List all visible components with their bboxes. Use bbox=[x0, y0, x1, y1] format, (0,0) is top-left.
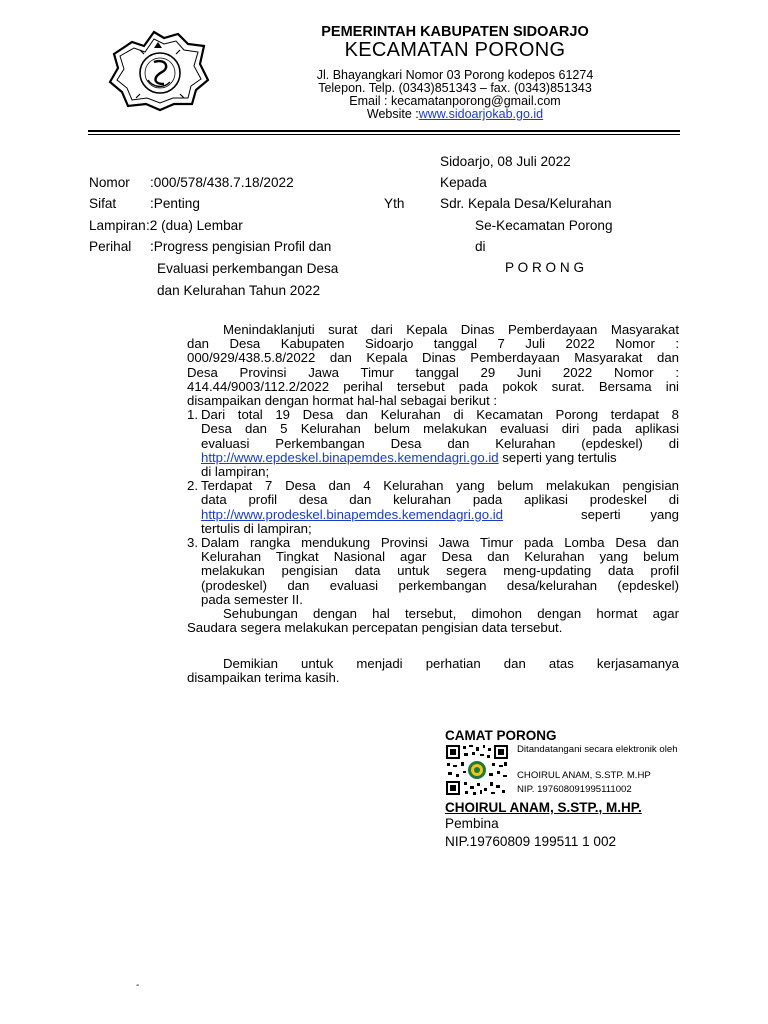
closing-line: disampaikan terima kasih. bbox=[187, 670, 340, 686]
list-line bbox=[201, 451, 679, 465]
esign-caption: Ditandatangani secara elektronik oleh bbox=[517, 744, 678, 755]
list-line: Dalam rangka mendukung Provinsi Jawa Timur pada Lomba Desa dan bbox=[201, 535, 679, 551]
list-number: 3. bbox=[187, 535, 198, 551]
nomor-label: Nomor bbox=[89, 175, 130, 190]
perihal-value-1: :Progress pengisian Profil dan bbox=[150, 239, 332, 254]
place-date: Sidoarjo, 08 Juli 2022 bbox=[440, 154, 571, 169]
list-line: (prodeskel) dan evaluasi perkembangan desa/kelurahan (epdeskel) bbox=[201, 577, 679, 593]
sidoarjo-regency-emblem-icon bbox=[104, 24, 214, 112]
perihal-value-3: dan Kelurahan Tahun 2022 bbox=[157, 283, 321, 298]
office-phone: Telepon. Telp. (0343)851343 – fax. (0343)851343 bbox=[318, 81, 592, 95]
list-line: Kelurahan Tingkat Nasional agar Desa dan Kelurahan yang belum bbox=[201, 549, 679, 565]
list-number: 1. bbox=[187, 407, 198, 423]
list-text: seperti bbox=[581, 506, 621, 522]
lampiran-label: Lampiran bbox=[89, 218, 146, 233]
paragraph-line: disampaikan dengan hormat hal-hal sebagai berikut : bbox=[187, 393, 498, 409]
paragraph-line: 414.44/9003/112.2/2022 perihal tersebut pada pokok surat. Bersama ini bbox=[187, 378, 679, 394]
qr-code-icon[interactable] bbox=[445, 744, 509, 796]
letterhead-divider-thin bbox=[88, 134, 680, 135]
closing-request-line: Saudara segera melakukan percepatan pengisian data tersebut. bbox=[187, 620, 563, 636]
list-text: yang bbox=[650, 506, 679, 522]
recipient-place: P O R O N G bbox=[505, 260, 585, 275]
epdeskel-link[interactable]: http://www.epdeskel.binapemdes.kemendagri.go.id bbox=[201, 449, 499, 465]
esign-name: CHOIRUL ANAM, S.STP. M.HP bbox=[517, 770, 651, 781]
kepada-label: Kepada bbox=[440, 175, 487, 190]
perihal-value-2: Evaluasi perkembangan Desa bbox=[157, 261, 339, 276]
esign-nip: NIP. 197608091995111002 bbox=[517, 784, 632, 795]
footer-mark: - bbox=[136, 980, 140, 991]
list-line: tertulis di lampiran; bbox=[201, 520, 312, 536]
paragraph-line: Menindaklanjuti surat dari Kepala Dinas Pemberdayaan Masyarakat bbox=[223, 322, 679, 337]
di-label: di bbox=[475, 239, 486, 254]
website-label: Website : bbox=[366, 107, 419, 121]
sifat-value: :Penting bbox=[150, 196, 200, 211]
list-line: Terdapat 7 Desa dan 4 Kelurahan yang belum melakukan pengisian bbox=[201, 478, 679, 494]
yth-label: Yth bbox=[384, 196, 405, 211]
list-text: seperti yang tertulis bbox=[498, 449, 617, 465]
office-name: KECAMATAN PORONG bbox=[344, 39, 566, 61]
list-line: Dari total 19 Desa dan Kelurahan di Kecamatan Porong terdapat 8 bbox=[201, 407, 679, 423]
signatory-name: CHOIRUL ANAM, S.STP., M.HP. bbox=[445, 800, 642, 815]
signatory-title: CAMAT PORONG bbox=[445, 728, 557, 743]
office-address: Jl. Bhayangkari Nomor 03 Porong kodepos 61274 bbox=[316, 68, 594, 82]
recipient-line-1: Sdr. Kepala Desa/Kelurahan bbox=[440, 196, 612, 211]
list-item bbox=[187, 536, 679, 607]
paragraph-line: 000/929/438.5.8/2022 dan Kepala Dinas Pemberdayaan Masyarakat dan bbox=[187, 350, 679, 366]
signatory-rank: Pembina bbox=[445, 816, 499, 831]
list-number: 2. bbox=[187, 478, 198, 494]
list-item bbox=[187, 408, 679, 479]
list-line: pada semester II. bbox=[201, 591, 303, 607]
lampiran-value: :2 (dua) Lembar bbox=[146, 218, 243, 233]
prodeskel-link[interactable]: http://www.prodeskel.binapemdes.kemendagri.go.id bbox=[201, 506, 504, 522]
closing-request-line: Sehubungan dengan hal tersebut, dimohon dengan hormat agar bbox=[223, 606, 679, 622]
sifat-label: Sifat bbox=[89, 196, 117, 211]
office-email: Email : kecamatanporong@gmail.com bbox=[349, 94, 561, 108]
list-line: data profil desa dan kelurahan pada aplikasi prodeskel di bbox=[201, 492, 679, 508]
office-website bbox=[250, 108, 660, 121]
signatory-nip: NIP.19760809 199511 1 002 bbox=[445, 834, 617, 849]
list-line bbox=[201, 508, 679, 522]
closing-paragraph bbox=[187, 657, 679, 685]
website-link[interactable]: www.sidoarjokab.go.id bbox=[418, 107, 544, 121]
letter-body bbox=[187, 323, 679, 635]
perihal-label: Perihal bbox=[89, 239, 132, 254]
government-name: PEMERINTAH KABUPATEN SIDOARJO bbox=[321, 24, 589, 40]
list-line: di lampiran; bbox=[201, 464, 270, 480]
nomor-value: :000/578/438.7.18/2022 bbox=[150, 175, 294, 190]
paragraph-line: Desa Provinsi Jawa Timur tanggal 29 Juni 2022 Nomor : bbox=[187, 364, 679, 380]
letterhead-divider-thick bbox=[88, 130, 680, 132]
paragraph-line: dan Desa Kabupaten Sidoarjo tanggal 7 Juli 2022 Nomor : bbox=[187, 336, 679, 352]
opening-paragraph bbox=[187, 323, 679, 408]
list-line: Desa dan 5 Kelurahan belum melakukan evaluasi diri pada aplikasi bbox=[201, 421, 679, 437]
list-line: melakukan pengisian data untuk segera meng-updating data profil bbox=[201, 563, 679, 579]
list-line: evaluasi Perkembangan Desa dan Kelurahan (epdeskel) di bbox=[201, 435, 679, 451]
recipient-line-2: Se-Kecamatan Porong bbox=[475, 218, 613, 233]
list-item bbox=[187, 479, 679, 536]
closing-line: Demikian untuk menjadi perhatian dan atas kerjasamanya bbox=[223, 656, 679, 671]
